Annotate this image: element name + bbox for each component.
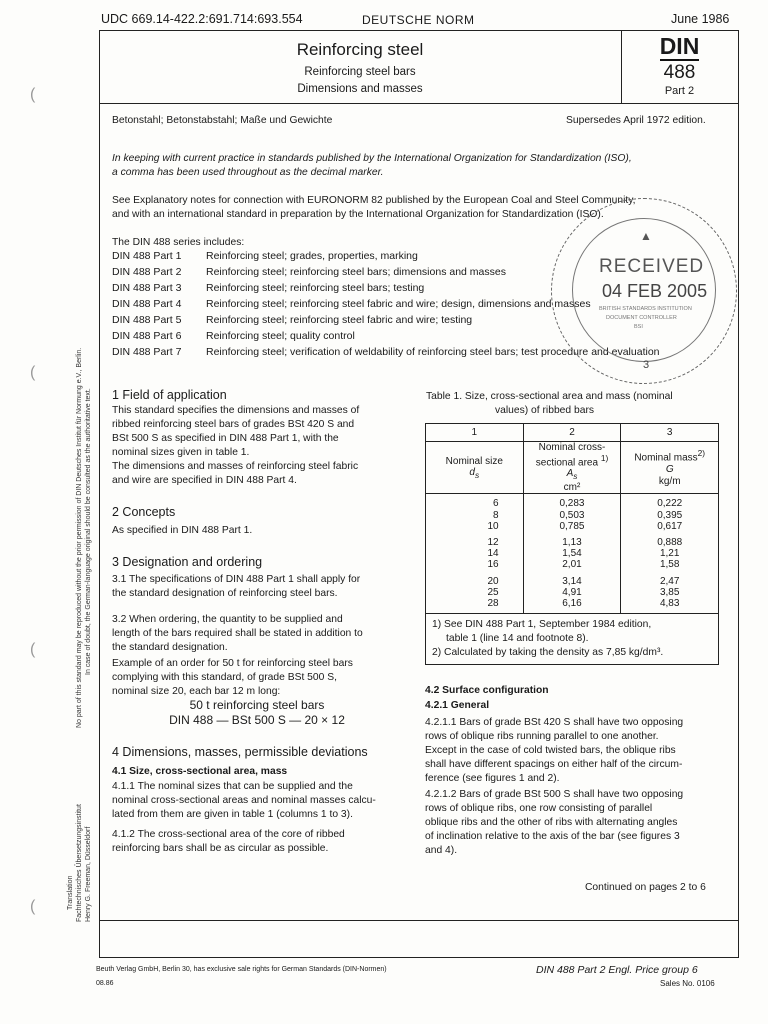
table-cell: 0,785 bbox=[559, 520, 585, 532]
footer-divider bbox=[99, 920, 739, 921]
header-symbol: G bbox=[665, 464, 674, 476]
table-cell: 20 bbox=[487, 575, 499, 587]
header-label-2 bbox=[526, 453, 619, 468]
series-part: DIN 488 Part 3 bbox=[112, 282, 182, 294]
series-item bbox=[112, 298, 591, 310]
s1-p1-l2: ribbed reinforcing steel bars of grades BSt 420 S and bbox=[112, 419, 355, 430]
series-desc: Reinforcing steel; verification of weldability of reinforcing steel bars; test procedure and evaluation bbox=[206, 346, 660, 358]
series-item bbox=[112, 314, 473, 326]
heading-4-2: 4.2 Surface configuration bbox=[425, 685, 549, 696]
s3-p32-l3: the standard designation. bbox=[112, 642, 228, 653]
series-intro: The DIN 488 series includes: bbox=[112, 237, 245, 248]
s3-p32-l5: complying with this standard, of grade BSt 500 S, bbox=[112, 672, 337, 683]
sales-number: Sales No. 0106 bbox=[660, 979, 715, 988]
s42-p4211-l3: Except in the case of cold twisted bars, the oblique ribs bbox=[425, 745, 676, 756]
header-area bbox=[523, 442, 621, 494]
footnote-ref: 2) bbox=[697, 448, 706, 458]
doc-code: 08.86 bbox=[96, 980, 114, 987]
din-logo-text: DIN bbox=[659, 33, 700, 59]
table-cell: 1,13 bbox=[562, 536, 582, 548]
series-desc: Reinforcing steel; reinforcing steel bars; testing bbox=[206, 282, 425, 294]
s1-p1-l4: nominal sizes given in table 1. bbox=[112, 447, 250, 458]
s42-p4211-l1: 4.2.1.1 Bars of grade BSt 420 S shall have two opposing bbox=[425, 717, 684, 728]
s3-p31-l1: 3.1 The specifications of DIN 488 Part 1 shall apply for bbox=[112, 574, 361, 585]
header-unit: cm² bbox=[563, 482, 581, 494]
footnote-1a: 1) See DIN 488 Part 1, September 1984 edition, bbox=[432, 619, 652, 631]
udc-code: UDC 669.14-422.2:691.714:693.554 bbox=[101, 12, 303, 26]
header-symbol bbox=[526, 468, 619, 482]
table-cell: 12 bbox=[487, 536, 499, 548]
table-cell: 1,21 bbox=[659, 548, 680, 560]
hole-mark: ( bbox=[30, 898, 36, 915]
din-part: Part 2 bbox=[664, 85, 695, 97]
s42-p4211-l5: ference (see figures 1 and 2). bbox=[425, 773, 560, 784]
header-label: Nominal size bbox=[445, 455, 503, 467]
table-cell: 2,47 bbox=[659, 575, 680, 587]
din-logo bbox=[621, 34, 738, 58]
heading-4-2-1: 4.2.1 General bbox=[425, 700, 490, 711]
table-cell: 0,503 bbox=[559, 509, 585, 521]
table-cell: 2,01 bbox=[562, 559, 582, 571]
series-item bbox=[112, 330, 355, 342]
s2-p1: As specified in DIN 488 Part 1. bbox=[112, 525, 253, 536]
supersedes-note: Supersedes April 1972 edition. bbox=[566, 115, 706, 126]
s42-p4212-l2: rows of oblique ribs, one row consisting of parallel bbox=[425, 803, 653, 814]
series-item bbox=[112, 266, 506, 278]
col-num: 1 bbox=[426, 424, 524, 442]
header-label-text: sectional area bbox=[535, 457, 599, 469]
heading-concepts: 2 Concepts bbox=[112, 505, 176, 519]
table-cell: 14 bbox=[487, 548, 499, 560]
explanatory-line-1: See Explanatory notes for connection with EURONORM 82 published by the European Coal and Steel Community, bbox=[112, 195, 636, 206]
intro-line-2: a comma has been used throughout as the decimal marker. bbox=[112, 167, 384, 178]
series-part: DIN 488 Part 1 bbox=[112, 250, 182, 262]
s4-p411-l3: lated from them are given in table 1 (columns 1 to 3). bbox=[112, 809, 353, 820]
doc-reference: DIN 488 Part 2 Engl. Price group 6 bbox=[536, 964, 698, 976]
table-cell: 1,58 bbox=[659, 559, 680, 571]
din-number: 488 bbox=[663, 62, 696, 83]
german-title: Betonstahl; Betonstabstahl; Maße und Gewichte bbox=[112, 115, 333, 126]
s42-p4211-l4: shall have different spacings on either half of the circum- bbox=[425, 759, 683, 770]
table-cell: 6,16 bbox=[562, 597, 582, 609]
stamp-number: 3 bbox=[643, 359, 650, 371]
s42-p4212-l4: of inclination relative to the axis of the bar (see figures 3 bbox=[425, 831, 680, 842]
series-item bbox=[112, 282, 425, 294]
header-mass bbox=[621, 442, 719, 494]
s42-p4212-l5: and 4). bbox=[425, 845, 458, 856]
series-part: DIN 488 Part 5 bbox=[112, 314, 182, 326]
s4-p411-l1: 4.1.1 The nominal sizes that can be supplied and the bbox=[112, 781, 353, 792]
publisher-note: Beuth Verlag GmbH, Berlin 30, has exclusive sale rights for German Standards (DIN-Normen) bbox=[96, 966, 387, 973]
s3-p31-l2: the standard designation of reinforcing steel bars. bbox=[112, 588, 338, 599]
series-item bbox=[112, 250, 418, 262]
s3-p32-l2: length of the bars required shall be stated in addition to bbox=[112, 628, 363, 639]
header-unit: kg/m bbox=[658, 476, 681, 488]
title-sub2: Dimensions and masses bbox=[297, 83, 423, 95]
stamp-received: RECEIVED bbox=[599, 256, 705, 277]
s1-p2-l2: and wire are specified in DIN 488 Part 4. bbox=[112, 475, 297, 486]
header-nominal-size bbox=[426, 442, 524, 494]
heading-field-of-application: 1 Field of application bbox=[112, 388, 227, 402]
table-footnotes bbox=[426, 614, 719, 665]
subscript: s bbox=[573, 471, 578, 482]
stamp-line-2: DOCUMENT CONTROLLER bbox=[606, 315, 677, 321]
table-cell: 0,283 bbox=[559, 498, 585, 510]
title-divider bbox=[99, 103, 739, 104]
s4-p411-l2: nominal cross-sectional areas and nominal masses calcu- bbox=[112, 795, 376, 806]
table-cell: 3,85 bbox=[659, 586, 680, 598]
footnote-ref: 1) bbox=[600, 453, 609, 463]
table-1 bbox=[425, 423, 719, 665]
translation-institute: Fachtechnisches Übersetzungsinstitut bbox=[76, 804, 83, 922]
series-desc: Reinforcing steel; reinforcing steel bars; dimensions and masses bbox=[206, 266, 506, 278]
table-cell: 3,14 bbox=[562, 575, 582, 587]
table-cell: 4,83 bbox=[659, 597, 680, 609]
mass-column bbox=[621, 494, 719, 614]
s4-p412-l1: 4.1.2 The cross-sectional area of the core of ribbed bbox=[112, 829, 345, 840]
footnote-1b: table 1 (line 14 and footnote 8). bbox=[446, 633, 589, 645]
hole-mark: ( bbox=[30, 641, 36, 658]
hole-mark: ( bbox=[30, 364, 36, 381]
stamp-line-3: BSI bbox=[634, 324, 643, 330]
issue-date: June 1986 bbox=[671, 12, 730, 26]
table-cell: 6 bbox=[493, 498, 499, 510]
heading-designation: 3 Designation and ordering bbox=[112, 555, 263, 569]
table-cell: 16 bbox=[487, 559, 499, 571]
triangle-icon: ▲ bbox=[640, 229, 652, 243]
copyright-line-1: No part of this standard may be reproduced without the prior permission of DIN Deutsches Institut für Normung e.V., Berlin. bbox=[76, 347, 83, 728]
s3-p32-l4: Example of an order for 50 t for reinforcing steel bars bbox=[112, 658, 353, 669]
series-part: DIN 488 Part 2 bbox=[112, 266, 182, 278]
s1-p1-l3: BSt 500 S as specified in DIN 488 Part 1, with the bbox=[112, 433, 339, 444]
s1-p2-l1: The dimensions and masses of reinforcing steel fabric bbox=[112, 461, 359, 472]
heading-4-1: 4.1 Size, cross-sectional area, mass bbox=[112, 766, 288, 777]
size-column bbox=[426, 494, 524, 614]
s42-p4212-l1: 4.2.1.2 Bars of grade BSt 500 S shall have two opposing bbox=[425, 789, 684, 800]
s42-p4211-l2: rows of oblique ribs running parallel to one another. bbox=[425, 731, 659, 742]
series-part: DIN 488 Part 6 bbox=[112, 330, 182, 342]
heading-dimensions: 4 Dimensions, masses, permissible deviations bbox=[112, 745, 368, 759]
hole-mark: ( bbox=[30, 86, 36, 103]
table-caption-1: Table 1. Size, cross-sectional area and mass (nominal bbox=[426, 391, 673, 402]
translation-label: Translation bbox=[67, 875, 74, 910]
header-label: Nominal cross- bbox=[538, 442, 606, 453]
table-cell: 0,395 bbox=[657, 509, 683, 521]
s3-p32-l6: nominal size 20, each bar 12 m long: bbox=[112, 686, 281, 697]
copyright-line-2: In case of doubt, the German-language original should be consulted as the authoritative text. bbox=[85, 388, 92, 675]
table-cell: 10 bbox=[487, 520, 499, 532]
stamp-line-1: BRITISH STANDARDS INSTITUTION bbox=[599, 306, 692, 312]
table-cell: 0,222 bbox=[657, 498, 683, 510]
header-symbol bbox=[428, 467, 521, 480]
header-label bbox=[623, 447, 716, 464]
symbol: A bbox=[566, 468, 574, 480]
table-cell: 0,617 bbox=[657, 520, 683, 532]
series-desc: Reinforcing steel; reinforcing steel fabric and wire; testing bbox=[206, 314, 473, 326]
col-num: 2 bbox=[523, 424, 621, 442]
intro-line-1: In keeping with current practice in standards published by the International Organization for Standardization (ISO), bbox=[112, 153, 632, 164]
table-cell: 28 bbox=[487, 597, 499, 609]
subscript: s bbox=[474, 469, 480, 480]
order-example-2: DIN 488 — BSt 500 S — 20 × 12 bbox=[169, 713, 345, 727]
s4-p412-l2: reinforcing bars shall be as circular as possible. bbox=[112, 843, 329, 854]
table-cell: 25 bbox=[487, 586, 499, 598]
table-cell: 0,888 bbox=[657, 536, 683, 548]
order-example-1: 50 t reinforcing steel bars bbox=[189, 698, 325, 712]
series-desc: Reinforcing steel; grades, properties, marking bbox=[206, 250, 418, 262]
title-sub1: Reinforcing steel bars bbox=[304, 66, 416, 78]
table-cell: 4,91 bbox=[562, 586, 582, 598]
table-caption-2: values) of ribbed bars bbox=[495, 405, 595, 416]
footnote-2: 2) Calculated by taking the density as 7,85 kg/dm³. bbox=[432, 647, 664, 659]
series-item bbox=[112, 346, 660, 358]
s3-p32-l1: 3.2 When ordering, the quantity to be supplied and bbox=[112, 614, 343, 625]
table-cell: 1,54 bbox=[562, 548, 582, 560]
series-desc: Reinforcing steel; reinforcing steel fabric and wire; design, dimensions and masses bbox=[206, 298, 591, 310]
symbol: d bbox=[469, 466, 475, 478]
header-label-text: Nominal mass bbox=[634, 452, 698, 464]
translation-person: Henry G. Freeman, Düsseldorf bbox=[85, 826, 92, 922]
area-column bbox=[523, 494, 621, 614]
table-cell: 8 bbox=[493, 509, 499, 521]
stamp-date: 04 FEB 2005 bbox=[602, 281, 708, 301]
series-part: DIN 488 Part 4 bbox=[112, 298, 182, 310]
s1-p1-l1: This standard specifies the dimensions and masses of bbox=[112, 405, 360, 416]
norm-label: DEUTSCHE NORM bbox=[362, 13, 475, 27]
explanatory-line-2: and with an international standard in preparation by the International Organization for Standardization (ISO). bbox=[112, 209, 604, 220]
col-num: 3 bbox=[621, 424, 719, 442]
series-part: DIN 488 Part 7 bbox=[112, 346, 182, 358]
title-main: Reinforcing steel bbox=[296, 40, 424, 59]
s42-p4212-l3: oblique ribs and the other of ribs with alternating angles bbox=[425, 817, 678, 828]
continued-note: Continued on pages 2 to 6 bbox=[585, 882, 706, 893]
series-desc: Reinforcing steel; quality control bbox=[206, 330, 355, 342]
